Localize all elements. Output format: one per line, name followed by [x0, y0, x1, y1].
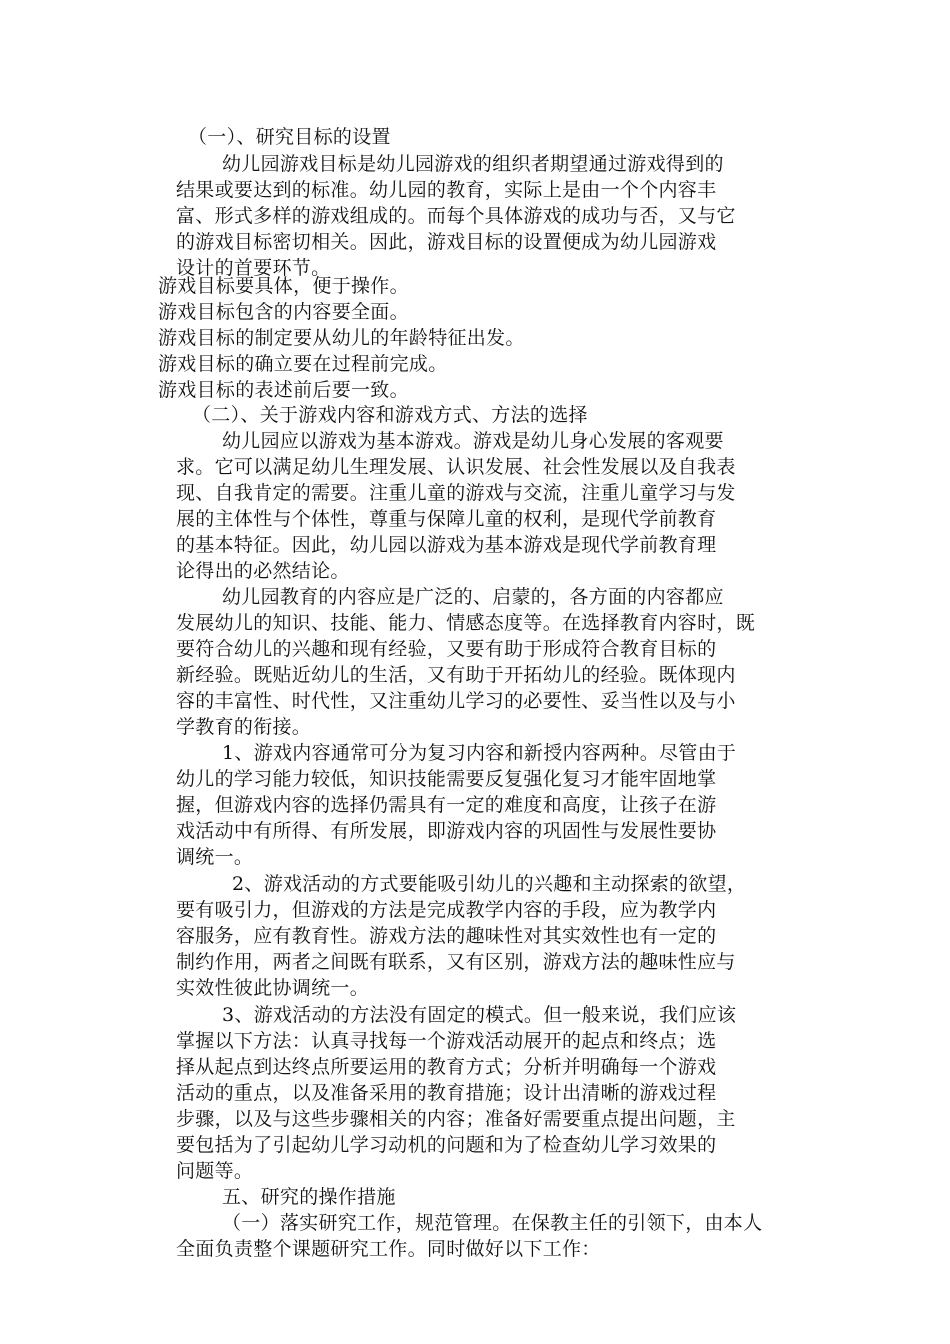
- paragraph-line: 制约作用，两者之间既有联系，又有区别，游戏方法的趣味性应与: [176, 951, 736, 973]
- paragraph-line: 幼儿园教育的内容应是广泛的、启蒙的，各方面的内容都应: [222, 586, 724, 608]
- paragraph-line: 结果或要达到的标准。幼儿园的教育，实际上是由一个个内容丰: [176, 179, 717, 201]
- paragraph-line: 的游戏目标密切相关。因此，游戏目标的设置便成为幼儿园游戏: [176, 231, 717, 253]
- paragraph-line: 实效性彼此协调统一。: [176, 977, 370, 999]
- paragraph-line: 全面负责整个课题研究工作。同时做好以下工作：: [176, 1238, 601, 1260]
- paragraph-line: 设计的首要环节。: [176, 257, 331, 279]
- paragraph-line: 掌握以下方法：认真寻找每一个游戏活动展开的起点和终点；选: [176, 1030, 717, 1052]
- paragraph-line: 戏活动中有所得、有所发展，即游戏内容的巩固性与发展性要协: [176, 820, 717, 842]
- paragraph-line: 步骤，以及与这些步骤相关的内容；准备好需要重点提出问题，主: [176, 1108, 736, 1130]
- paragraph-line: 幼儿园应以游戏为基本游戏。游戏是幼儿身心发展的客观要: [222, 430, 724, 452]
- paragraph-line: 展的主体性与个体性，尊重与保障儿童的权利，是现代学前教育: [176, 508, 717, 530]
- paragraph-line: 择从起点到达终点所要运用的教育方式；分析并明确每一个游戏: [176, 1056, 717, 1078]
- paragraph-line: 幼儿的学习能力较低，知识技能需要反复强化复习才能牢固地掌: [176, 768, 717, 790]
- list-item: 游戏目标的确立要在过程前完成。: [158, 353, 448, 375]
- paragraph-line: （一）落实研究工作，规范管理。在保教主任的引领下，由本人: [222, 1212, 763, 1234]
- paragraph-line: 幼儿园游戏目标是幼儿园游戏的组织者期望通过游戏得到的: [222, 153, 724, 175]
- paragraph-line: 论得出的必然结论。: [176, 560, 350, 582]
- paragraph-line: 容的丰富性、时代性，又注重幼儿学习的必要性、妥当性以及与小: [176, 690, 736, 712]
- paragraph-line: 富、形式多样的游戏组成的。而每个具体游戏的成功与否，又与它: [176, 205, 736, 227]
- section-heading-5: 五、研究的操作措施: [222, 1186, 396, 1208]
- paragraph-line: 新经验。既贴近幼儿的生活，又有助于开拓幼儿的经验。既体现内: [176, 664, 736, 686]
- section-heading-1: （一）、研究目标的设置: [188, 126, 391, 148]
- paragraph-line: 容服务，应有教育性。游戏方法的趣味性对其实效性也有一定的: [176, 925, 717, 947]
- paragraph-line: 现、自我肯定的需要。注重儿童的游戏与交流，注重儿童学习与发: [176, 482, 736, 504]
- paragraph-line: 发展幼儿的知识、技能、能力、情感态度等。在选择教育内容时，既: [176, 612, 756, 634]
- paragraph-line: 学教育的衔接。: [176, 716, 312, 738]
- list-item: 游戏目标的表述前后要一致。: [158, 379, 409, 401]
- paragraph-line: 要包括为了引起幼儿学习动机的问题和为了检查幼儿学习效果的: [176, 1134, 717, 1156]
- paragraph-line: 求。它可以满足幼儿生理发展、认识发展、社会性发展以及自我表: [176, 456, 736, 478]
- paragraph-line: 要有吸引力，但游戏的方法是完成教学内容的手段，应为教学内: [176, 899, 717, 921]
- section-heading-2: （二）、关于游戏内容和游戏方式、方法的选择: [192, 404, 588, 426]
- paragraph-line: 活动的重点，以及准备采用的教育措施；设计出清晰的游戏过程: [176, 1082, 717, 1104]
- paragraph-line: 2、游戏活动的方式要能吸引幼儿的兴趣和主动探索的欲望，: [232, 873, 747, 895]
- paragraph-line: 问题等。: [176, 1160, 254, 1182]
- paragraph-line: 的基本特征。因此，幼儿园以游戏为基本游戏是现代学前教育理: [176, 534, 717, 556]
- paragraph-line: 调统一。: [176, 846, 254, 868]
- list-item: 游戏目标的制定要从幼儿的年龄特征出发。: [158, 327, 525, 349]
- list-item: 游戏目标包含的内容要全面。: [158, 301, 409, 323]
- paragraph-line: 握，但游戏内容的选择仍需具有一定的难度和高度，让孩子在游: [176, 794, 717, 816]
- paragraph-line: 要符合幼儿的兴趣和现有经验，又要有助于形成符合教育目标的: [176, 638, 717, 660]
- list-item: 游戏目标要具体，便于操作。: [158, 275, 409, 297]
- paragraph-line: 1、游戏内容通常可分为复习内容和新授内容两种。尽管由于: [222, 742, 737, 764]
- paragraph-line: 3、游戏活动的方法没有固定的模式。但一般来说，我们应该: [222, 1004, 737, 1026]
